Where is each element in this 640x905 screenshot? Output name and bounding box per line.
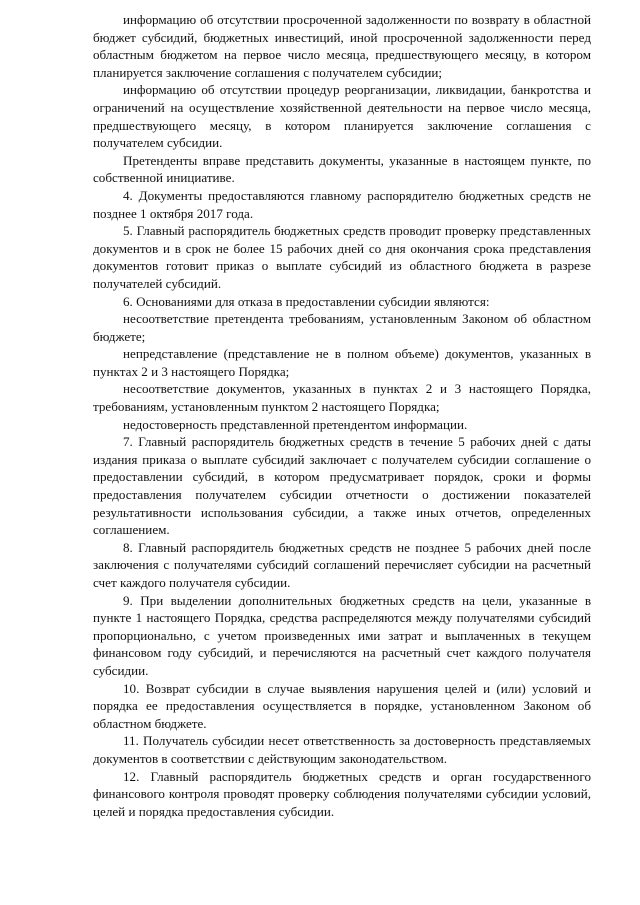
paragraph-item-7: 7. Главный распорядитель бюджетных средств в течение 5 рабочих дней с даты издания приказа о выплате субсидий заключает с получателем субсидии соглашение о предоставлении субсидий, в котором предусматривает порядок, сроки и формы предоставления получателем субсидии отчетности о достижении показателей результативности использования субсидии, а также иных отчетов, определенных соглашением. xyxy=(93,434,591,538)
paragraph-item-4: 4. Документы предоставляются главному распорядителю бюджетных средств не позднее 1 октября 2017 года. xyxy=(93,187,591,221)
paragraph-no-reorganization-info: информацию об отсутствии процедур реорганизации, ликвидации, банкротства и ограничений на осуществление хозяйственной деятельности на первое число месяца, предшествующего месяцу, в котором планируется заключение соглашения с получателем субсидии. xyxy=(93,82,591,151)
paragraph-debt-info: информацию об отсутствии просроченной задолженности по возврату в областной бюджет субсидий, бюджетных инвестиций, иной просроченной задолженности перед областным бюджетом на первое число месяца, предшествующего месяцу, в котором планируется заключение соглашения с получателем субсидии; xyxy=(93,12,591,80)
paragraph-refusal-reason-1: несоответствие претендента требованиям, установленным Законом об областном бюджете; xyxy=(93,311,591,344)
paragraph-item-8: 8. Главный распорядитель бюджетных средств не позднее 5 рабочих дней после заключения с получателями субсидий соглашений перечисляет субсидии на расчетный счет каждого получателя субсидии. xyxy=(93,539,591,590)
paragraph-refusal-reason-4: недостоверность представленной претендентом информации. xyxy=(123,416,468,432)
paragraph-refusal-reason-2: непредставление (представление не в полном объеме) документов, указанных в пунктах 2 и 3 настоящего Порядка; xyxy=(93,346,591,379)
paragraph-item-10: 10. Возврат субсидии в случае выявления нарушения целей и (или) условий и порядка ее предоставления осуществляется в порядке, установленном Законом об областном бюджете. xyxy=(93,680,591,731)
paragraph-item-11: 11. Получатель субсидии несет ответственность за достоверность представляемых документов в соответствии с действующим законодательством. xyxy=(93,733,591,766)
paragraph-item-6: 6. Основаниями для отказа в предоставлении субсидии являются: xyxy=(123,293,490,309)
paragraph-refusal-reason-3: несоответствие документов, указанных в пунктах 2 и 3 настоящего Порядка, требованиям, установленным пунктом 2 настоящего Порядка; xyxy=(93,381,591,415)
paragraph-item-5: 5. Главный распорядитель бюджетных средств проводит проверку представленных документов и в срок не более 15 рабочих дней со дня окончания срока представления документов готовит приказ о выплате субсидий из областного бюджета в разрезе получателей субсидий. xyxy=(93,223,591,291)
paragraph-own-initiative: Претенденты вправе представить документы, указанные в настоящем пункте, по собственной инициативе. xyxy=(93,152,591,186)
paragraph-item-12: 12. Главный распорядитель бюджетных средств и орган государственного финансового контроля проводят проверку соблюдения получателями субсидии условий, целей и порядка предоставления субсидии. xyxy=(93,768,591,819)
paragraph-item-9: 9. При выделении дополнительных бюджетных средств на цели, указанные в пункте 1 настоящего Порядка, средства распределяются между получателями субсидий пропорционально, с учетом произведенных ими затрат и выплаченных в текущем финансовом году субсидий, и перечисляются на расчетный счет каждого получателя субсидии. xyxy=(93,592,591,678)
